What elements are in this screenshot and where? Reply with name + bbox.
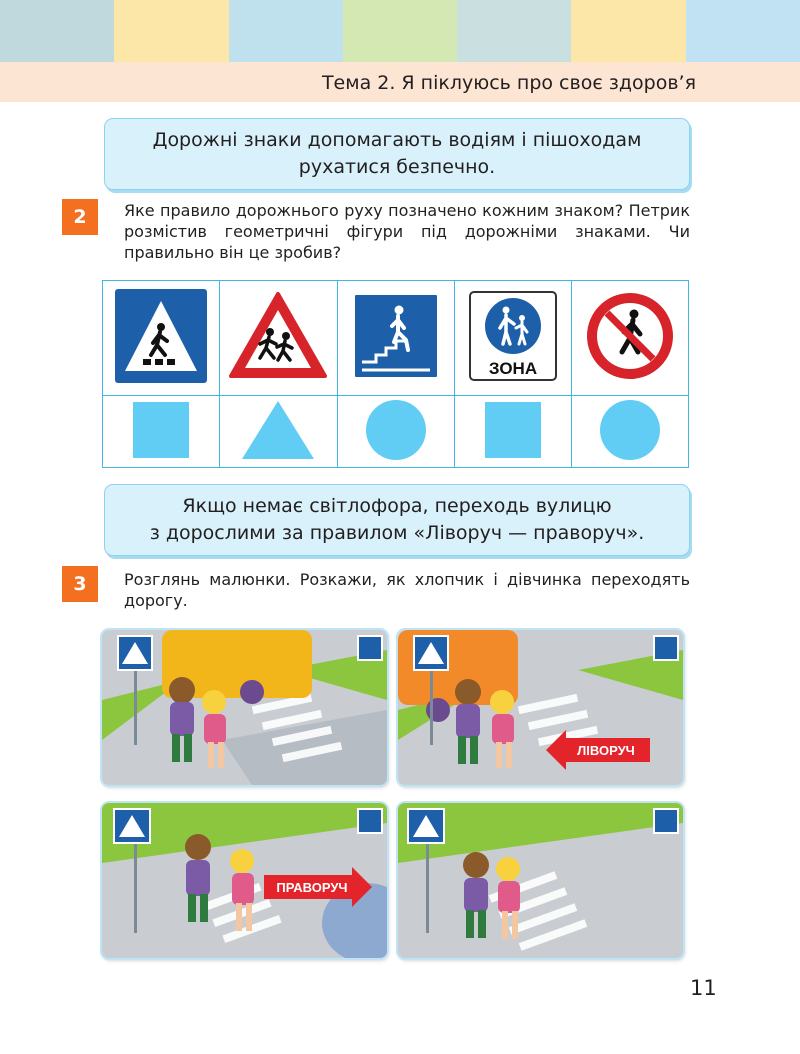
arrow-label-left: ЛІВОРУЧ xyxy=(577,743,635,758)
no-pedestrians-sign-icon xyxy=(584,290,676,382)
triangle-shape xyxy=(240,399,316,461)
shape-cell xyxy=(220,396,337,468)
rule-line: Дорожні знаки допомагають водіям і пішоходам xyxy=(152,129,642,151)
arrow-label-right: ПРАВОРУЧ xyxy=(276,880,348,895)
circle-shape xyxy=(365,399,427,461)
rule-line: рухатися безпечно. xyxy=(298,156,496,178)
illustration-look-left xyxy=(398,630,683,785)
sign-cell xyxy=(103,281,220,396)
circle-shape xyxy=(599,399,661,461)
sign-cell xyxy=(454,281,571,396)
underground-crossing-sign-icon xyxy=(352,292,440,380)
square-shape xyxy=(483,400,543,460)
illustration-crossing xyxy=(398,803,683,958)
rule-line: Якщо немає світлофора, переходь вулицю xyxy=(182,495,612,517)
rule-box-road-signs xyxy=(104,118,690,190)
task-text: Розглянь малюнки. Розкажи, як хлопчик і дівчинка переходять дорогу. xyxy=(124,570,690,610)
sign-cell xyxy=(571,281,688,396)
signs-table xyxy=(102,280,689,468)
rule-line: з дорослими за правилом «Ліворуч — праворуч». xyxy=(149,522,645,544)
square-shape xyxy=(131,400,191,460)
header-color-stripes xyxy=(0,0,800,62)
theme-title: Тема 2. Я піклуюсь про своє здоров’я xyxy=(321,72,696,94)
sign-cell xyxy=(220,281,337,396)
sign-zone-label: ЗОНА xyxy=(488,359,537,378)
pedestrian-zone-sign-icon xyxy=(468,290,558,382)
children-warning-sign-icon xyxy=(228,290,328,382)
task-text: Яке правило дорожнього руху позначено кожним знаком? Петрик розмістив геометричні фігури під дорожніми знаками. Чи правильно він це зробив? xyxy=(124,201,690,262)
illustration-look-right xyxy=(102,803,387,958)
task-number-badge: 3 xyxy=(62,566,98,602)
shape-cell xyxy=(454,396,571,468)
shape-cell xyxy=(337,396,454,468)
shape-cell xyxy=(103,396,220,468)
shape-cell xyxy=(571,396,688,468)
pedestrian-crossing-sign-icon xyxy=(113,287,209,385)
task-number-badge: 2 xyxy=(62,199,98,235)
sign-cell xyxy=(337,281,454,396)
illustration-waiting xyxy=(102,630,387,785)
rule-box-left-right xyxy=(104,484,690,556)
page-number: 11 xyxy=(690,976,717,1000)
